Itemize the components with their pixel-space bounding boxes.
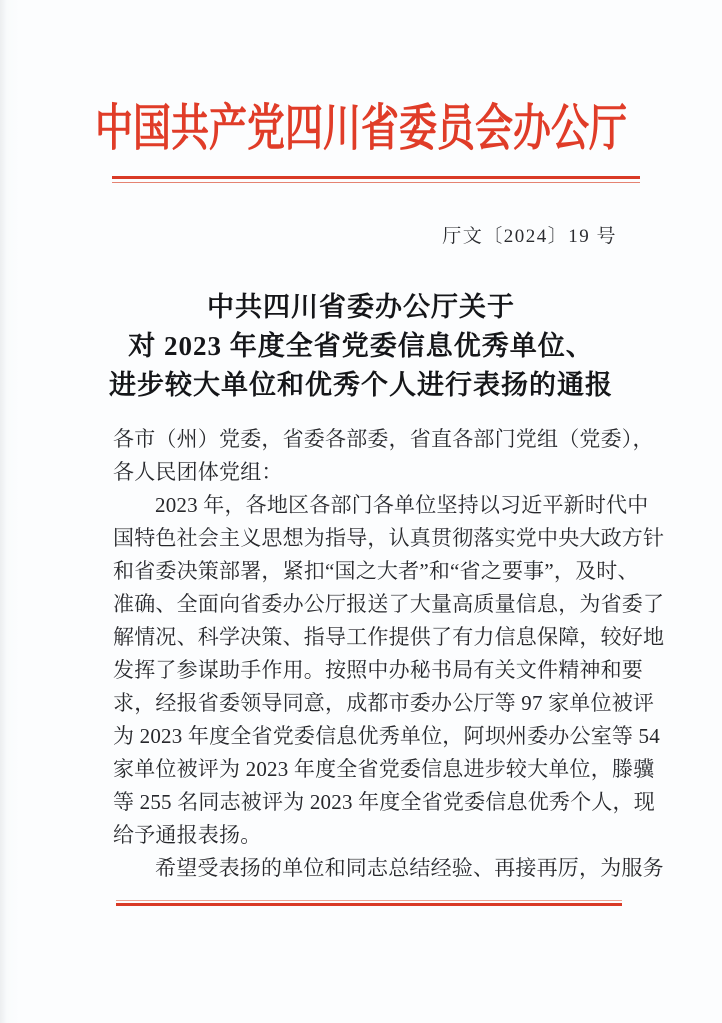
body-line: 为 2023 年度全省党委信息优秀单位，阿坝州委办公室等 54 bbox=[113, 724, 660, 748]
document-title bbox=[0, 288, 722, 405]
body-line: 准确、全面向省委办公厅报送了大量高质量信息，为省委了 bbox=[113, 592, 665, 616]
body-line: 各人民团体党组： bbox=[113, 460, 283, 484]
body-line: 各市（州）党委，省委各部委，省直各部门党组（党委）， bbox=[113, 427, 654, 451]
document-title-line-3: 进步较大单位和优秀个人进行表扬的通报 bbox=[109, 370, 613, 400]
body-line: 2023 年，各地区各部门各单位坚持以习近平新时代中 bbox=[155, 493, 649, 517]
body-line: 等 255 名同志被评为 2023 年度全省党委信息优秀个人，现 bbox=[113, 790, 655, 814]
body-line: 和省委决策部署，紧扣“国之大者”和“省之要事”，及时、 bbox=[113, 559, 639, 583]
body-line: 给予通报表扬。 bbox=[113, 823, 262, 847]
letterhead-title: 中国共产党四川省委员会办公厅 bbox=[94, 101, 627, 157]
body-line: 解情况、科学决策、指导工作提供了有力信息保障，较好地 bbox=[113, 625, 665, 649]
body-line: 求，经报省委领导同意，成都市委办公厅等 97 家单位被评 bbox=[113, 691, 655, 715]
body-line: 发挥了参谋助手作用。按照中办秘书局有关文件精神和要 bbox=[113, 658, 643, 682]
bottom-divider-line bbox=[116, 900, 622, 906]
document-number: 厅文〔2024〕19 号 bbox=[442, 226, 617, 247]
document-title-line-1: 中共四川省委办公厅关于 bbox=[207, 292, 515, 322]
letterhead-divider-line bbox=[112, 176, 640, 183]
body-line: 希望受表扬的单位和同志总结经验、再接再厉，为服务 bbox=[155, 856, 664, 880]
body-line: 国特色社会主义思想为指导，认真贯彻落实党中央大政方针 bbox=[113, 526, 665, 550]
document-body bbox=[113, 423, 665, 885]
body-line: 家单位被评为 2023 年度全省党委信息进步较大单位，滕骥 bbox=[113, 757, 655, 781]
document-title-line-2: 对 2023 年度全省党委信息优秀单位、 bbox=[128, 331, 594, 361]
